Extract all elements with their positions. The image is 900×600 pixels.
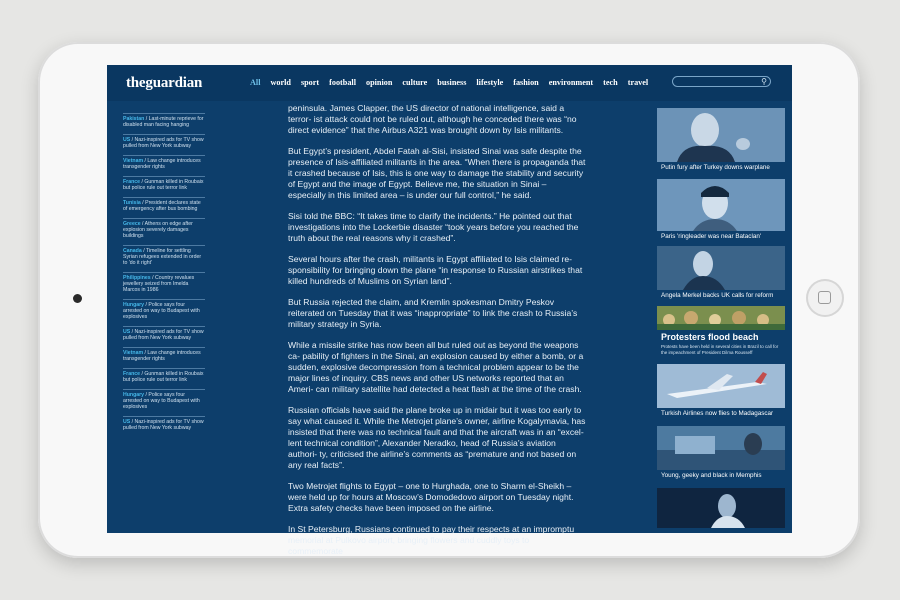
sidebar-item[interactable] [123, 245, 205, 266]
card-caption: Paris 'ringleader was near Bataclan' [661, 233, 762, 240]
article-paragraph: Several hours after the crash, militants in Egypt affiliated to Isis claimed re- sponsibility for bringing down the plane “in response to Russian airstrikes that killed hundreds of Muslims on Syrian land”. [288, 254, 583, 286]
top-bar [107, 65, 792, 101]
featured-card[interactable] [657, 488, 785, 528]
sidebar-tag: France [123, 179, 141, 185]
protesters-photo [657, 306, 785, 330]
sidebar-text: / Law change introduces transgender rights [123, 158, 201, 170]
putin-photo [657, 108, 785, 162]
sidebar-tag: Pakistan [123, 116, 145, 122]
card-caption: Putin fury after Turkey downs warplane [661, 164, 770, 171]
featured-column [657, 108, 785, 528]
sidebar-item[interactable] [123, 416, 205, 431]
sidebar-tag: Philippines [123, 275, 151, 281]
featured-card[interactable] [657, 246, 785, 306]
ringleader-photo [657, 179, 785, 233]
sidebar-text: / Nazi-inspired ads for TV show pulled from New York subway [123, 137, 204, 149]
sidebar-item[interactable] [123, 113, 205, 128]
camera-dot [73, 294, 82, 303]
article-paragraph: Two Metrojet flights to Egypt – one to Hurghada, one to Sharm el-Sheikh – were held up for hours at Moscow’s Domodedovo airport on Tuesday night. Extra safety checks have been imposed on the airline. [288, 481, 574, 513]
sidebar-tag: US [123, 137, 131, 143]
nav-all[interactable]: All [250, 78, 261, 87]
site-logo[interactable]: theguardian [126, 75, 203, 91]
home-square-icon [818, 291, 831, 304]
featured-card[interactable] [657, 108, 785, 179]
sidebar-tag: Vietnam [123, 350, 144, 356]
sidebar-text: / Nazi-inspired ads for TV show pulled from New York subway [123, 329, 204, 341]
article-paragraph: peninsula. James Clapper, the US director of national intelligence, said a terror- ist attack could not be ruled out, although he conceded there was “no direct evidence” that the Airbus A321 was brought down by Isis militants. [288, 103, 577, 135]
sidebar-tag: France [123, 371, 141, 377]
sidebar-text: / Athens on edge after explosion severely damages buildings [123, 221, 193, 239]
sidebar-tag: US [123, 419, 131, 425]
article-paragraph: While a missile strike has now been all but ruled out as beyond the weapons ca- pability of fighters in the Sinai, an explosion caused by either a bomb, or a sudden, explosive decompression from a technical problem appear to be the major lines of inquiry. CBS news and other US networks reported that an Ameri- can military satellite had detected a heat flash at the time of the crash. [288, 340, 584, 394]
sidebar-item[interactable] [123, 347, 205, 362]
sidebar-tag: Canada [123, 248, 142, 254]
nav-opinion[interactable]: opinion [365, 78, 393, 87]
nav-environment[interactable]: environment [548, 78, 594, 87]
sidebar-text: / Law change introduces transgender rights [123, 350, 201, 362]
home-button[interactable] [806, 279, 844, 317]
sidebar-text: / Police says four arrested on way to Budapest with explosives [123, 392, 200, 410]
nav-culture[interactable]: culture [402, 78, 428, 87]
featured-card[interactable] [657, 306, 785, 364]
sidebar-item[interactable] [123, 326, 205, 341]
sidebar-text: / Gunman killed in Roubaix but police rule out terror link [123, 179, 204, 191]
search-icon: ⚲ [761, 77, 767, 86]
card-caption: Turkish Airlines now flies to Madagascar [661, 410, 774, 417]
sidebar-text: / Police says four arrested on way to Budapest with explosives [123, 302, 200, 320]
sidebar-tag: Vietnam [123, 158, 144, 164]
screen [107, 65, 792, 556]
main-nav [250, 78, 658, 87]
card-caption: Young, geeky and black in Memphis [661, 472, 762, 479]
nav-fashion[interactable]: fashion [513, 78, 539, 87]
nav-tech[interactable]: tech [603, 78, 618, 87]
nav-football[interactable]: football [329, 78, 356, 87]
sidebar-item[interactable] [123, 368, 205, 383]
featured-card[interactable] [657, 179, 785, 246]
sidebar-item[interactable] [123, 299, 205, 320]
news-sidebar [123, 113, 205, 437]
airplane-photo [657, 364, 785, 408]
sidebar-text: / Nazi-inspired ads for TV show pulled from New York subway [123, 419, 204, 431]
merkel-photo [657, 246, 785, 290]
article-paragraph: But Russia rejected the claim, and Kremlin spokesman Dmitry Peskov reiterated on Tuesday that it was “inappropriate” to link the crash to Russia’s military strategy in Syria. [288, 297, 578, 329]
sidebar-item[interactable] [123, 155, 205, 170]
card-caption: Angela Merkel backs UK calls for reform [661, 292, 774, 299]
article-paragraph: In St Petersburg, Russians continued to pay their respects at an impromptu memorial at Pulkovo airport, bringing flowers and cuddly toys to commemorate [288, 524, 575, 556]
sidebar-tag: Greece [123, 221, 141, 227]
sidebar-text: / President declares state of emergency after bus bombing [123, 200, 201, 212]
sidebar-text: / Timeline for settling Syrian refugees extended in order to 'do it right' [123, 248, 202, 266]
sidebar-item[interactable] [123, 134, 205, 149]
article-paragraph: Russian officials have said the plane broke up in midair but it was too early to say what caused it. While the Metrojet plane’s owner, airline Kogalymavia, has insisted that there was no technical fault and that the aircraft was in an “excel- lent technical condition”, Alexander Neradko, head of Russia’s aviation authori- ty, criticised the airline’s comments as “premature and not based on any real facts”. [288, 405, 586, 470]
sidebar-tag: Hungary [123, 302, 145, 308]
article-body [288, 103, 586, 567]
sidebar-tag: US [123, 329, 131, 335]
sidebar-text: / Last-minute reprieve for disabled man facing hanging [123, 116, 204, 128]
card-caption: Protesters flood beach [661, 332, 759, 342]
featured-card[interactable] [657, 426, 785, 488]
search-input[interactable] [672, 76, 771, 87]
sidebar-text: / Gunman killed in Roubaix but police rule out terror link [123, 371, 204, 383]
sidebar-tag: Hungary [123, 392, 145, 398]
sidebar-tag: Tunisia [123, 200, 141, 206]
sidebar-item[interactable] [123, 272, 205, 293]
nav-lifestyle[interactable]: lifestyle [476, 78, 504, 87]
nav-travel[interactable]: travel [627, 78, 649, 87]
performer-photo [657, 488, 785, 528]
sidebar-item[interactable] [123, 176, 205, 191]
featured-card[interactable] [657, 364, 785, 426]
article-paragraph: But Egypt’s president, Abdel Fatah al-Sisi, insisted Sinai was safe despite the presence of Isis-affiliated militants in the area. “When there is propaganda that it crashed because of Isis, this is one way to damage the stability and security of Egypt and the image of Egypt. Believe me, the situation in Sinai – especially in this limited area – is under our full control,” he said. [288, 146, 586, 200]
card-subcaption: Protests have been held in several cities in Brazil to call for the impeachment of President Dilma Rousseff [661, 344, 779, 355]
sidebar-item[interactable] [123, 389, 205, 410]
nav-business[interactable]: business [437, 78, 467, 87]
sidebar-text: / Country revalues jewellery seized from Imelda Marcos in 1986 [123, 275, 195, 293]
nav-world[interactable]: world [270, 78, 291, 87]
memphis-photo [657, 426, 785, 470]
sidebar-item[interactable] [123, 197, 205, 212]
nav-sport[interactable]: sport [300, 78, 320, 87]
sidebar-item[interactable] [123, 218, 205, 239]
article-paragraph: Sisi told the BBC: “It takes time to clarify the incidents.” He pointed out that investigations into the Lockerbie disaster “took years before you reached the truth about the real reasons why it crashed”. [288, 211, 579, 243]
